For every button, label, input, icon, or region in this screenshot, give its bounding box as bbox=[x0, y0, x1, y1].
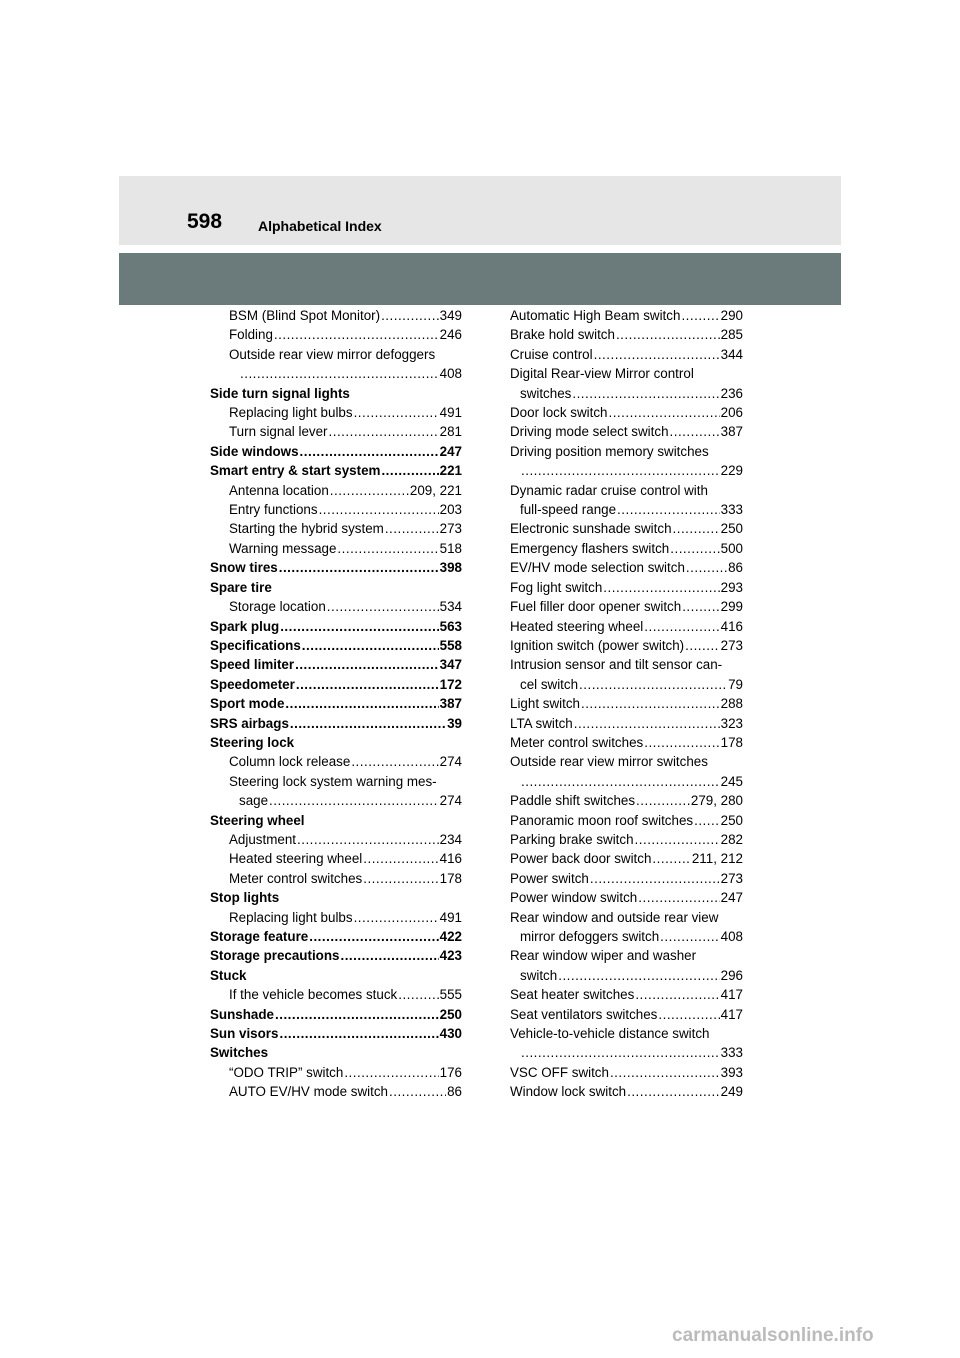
index-entry: VSC OFF switch ..... 393 bbox=[510, 1063, 743, 1082]
index-entry: Electronic sunshade switch ..... 250 bbox=[510, 519, 743, 538]
watermark-text: carmanualsonline.info bbox=[672, 1325, 874, 1346]
index-entry: ..... 333 bbox=[510, 1043, 743, 1062]
index-entry: ..... 245 bbox=[510, 772, 743, 791]
index-entry: Heated steering wheel ..... 416 bbox=[210, 849, 462, 868]
index-entry: Door lock switch ..... 206 bbox=[510, 403, 743, 422]
index-entry-line: Rear window and outside rear view bbox=[510, 909, 719, 925]
index-entry: sage ..... 274 bbox=[210, 791, 462, 810]
index-entry: BSM (Blind Spot Monitor) ..... 349 bbox=[210, 306, 462, 325]
index-entry: Ignition switch (power switch) ..... 273 bbox=[510, 636, 743, 655]
index-entry: ..... 229 bbox=[510, 461, 743, 480]
index-entry: Meter control switches ..... 178 bbox=[510, 733, 743, 752]
index-entry: Antenna location ..... 209, 221 bbox=[210, 481, 462, 500]
index-entry: Emergency flashers switch ..... 500 bbox=[510, 539, 743, 558]
index-entry: Storage precautions ..... 423 bbox=[210, 946, 462, 965]
header-dark-band bbox=[119, 253, 841, 305]
index-entry: Storage feature ..... 422 bbox=[210, 927, 462, 946]
index-entry: If the vehicle becomes stuck ..... 555 bbox=[210, 985, 462, 1004]
index-entry: Speedometer ..... 172 bbox=[210, 675, 462, 694]
index-heading: Steering lock bbox=[210, 734, 295, 750]
index-heading: Side turn signal lights bbox=[210, 385, 350, 401]
index-entry-line: Digital Rear-view Mirror control bbox=[510, 366, 694, 382]
index-entry: Sport mode ..... 387 bbox=[210, 694, 462, 713]
index-entry-line: Vehicle-to-vehicle distance switch bbox=[510, 1026, 710, 1042]
index-entry: Seat heater switches ..... 417 bbox=[510, 985, 743, 1004]
index-entry: “ODO TRIP” switch ..... 176 bbox=[210, 1063, 462, 1082]
index-entry: Power switch ..... 273 bbox=[510, 869, 743, 888]
index-column-left bbox=[210, 306, 462, 1102]
index-entry: LTA switch ..... 323 bbox=[510, 714, 743, 733]
index-entry: Heated steering wheel ..... 416 bbox=[510, 617, 743, 636]
index-entry: Paddle shift switches ..... 279, 280 bbox=[510, 791, 743, 810]
index-entry-line: Rear window wiper and washer bbox=[510, 948, 697, 964]
index-entry: Entry functions ..... 203 bbox=[210, 500, 462, 519]
index-entry: Fog light switch ..... 293 bbox=[510, 578, 743, 597]
index-heading: Spare tire bbox=[210, 579, 272, 595]
index-heading: Stuck bbox=[210, 967, 247, 983]
index-entry: Spark plug ..... 563 bbox=[210, 617, 462, 636]
index-entry-line: Steering lock system warning mes- bbox=[229, 773, 437, 789]
index-entry: Turn signal lever ..... 281 bbox=[210, 422, 462, 441]
index-entry: Side windows ..... 247 bbox=[210, 442, 462, 461]
index-entry-line: Driving position memory switches bbox=[510, 443, 709, 459]
index-heading: Stop lights bbox=[210, 890, 280, 906]
index-entry: Brake hold switch ..... 285 bbox=[510, 325, 743, 344]
index-entry: Panoramic moon roof switches ..... 250 bbox=[510, 811, 743, 830]
index-entry: Column lock release ..... 274 bbox=[210, 752, 462, 771]
index-entry: mirror defoggers switch ..... 408 bbox=[510, 927, 743, 946]
page-number: 598 bbox=[187, 210, 223, 233]
index-entry: Sunshade ..... 250 bbox=[210, 1005, 462, 1024]
index-entry: full-speed range ..... 333 bbox=[510, 500, 743, 519]
section-title: Alphabetical Index bbox=[258, 218, 382, 234]
index-entry: Adjustment ..... 234 bbox=[210, 830, 462, 849]
index-entry-line: Outside rear view mirror switches bbox=[510, 754, 708, 770]
index-entry: Window lock switch ..... 249 bbox=[510, 1082, 743, 1101]
index-heading: Steering wheel bbox=[210, 812, 305, 828]
index-entry: Starting the hybrid system ..... 273 bbox=[210, 519, 462, 538]
index-entry: Snow tires ..... 398 bbox=[210, 558, 462, 577]
index-entry: Specifications ..... 558 bbox=[210, 636, 462, 655]
index-entry: Replacing light bulbs ..... 491 bbox=[210, 908, 462, 927]
index-entry: Fuel filler door opener switch ..... 299 bbox=[510, 597, 743, 616]
index-entry: Replacing light bulbs ..... 491 bbox=[210, 403, 462, 422]
header-band bbox=[119, 176, 841, 245]
index-entry: Folding ..... 246 bbox=[210, 325, 462, 344]
index-entry: Meter control switches ..... 178 bbox=[210, 869, 462, 888]
index-entry-line: Outside rear view mirror defoggers bbox=[229, 346, 436, 362]
index-entry: Speed limiter ..... 347 bbox=[210, 655, 462, 674]
index-entry: Cruise control ..... 344 bbox=[510, 345, 743, 364]
index-entry: Automatic High Beam switch ..... 290 bbox=[510, 306, 743, 325]
index-entry: Sun visors ..... 430 bbox=[210, 1024, 462, 1043]
index-entry: Power back door switch ..... 211, 212 bbox=[510, 849, 743, 868]
index-entry: Driving mode select switch ..... 387 bbox=[510, 422, 743, 441]
index-entry: Storage location ..... 534 bbox=[210, 597, 462, 616]
index-entry: Warning message ..... 518 bbox=[210, 539, 462, 558]
index-heading: Switches bbox=[210, 1045, 269, 1061]
index-entry: ..... 408 bbox=[210, 364, 462, 383]
index-entry: cel switch ..... 79 bbox=[510, 675, 743, 694]
index-entry: SRS airbags ..... 39 bbox=[210, 714, 462, 733]
index-entry: switch ..... 296 bbox=[510, 966, 743, 985]
index-entry: Seat ventilators switches ..... 417 bbox=[510, 1005, 743, 1024]
index-entry: Light switch ..... 288 bbox=[510, 694, 743, 713]
index-entry: EV/HV mode selection switch ..... 86 bbox=[510, 558, 743, 577]
index-entry: Smart entry & start system ..... 221 bbox=[210, 461, 462, 480]
index-entry-line: Intrusion sensor and tilt sensor can- bbox=[510, 657, 723, 673]
index-entry-line: Dynamic radar cruise control with bbox=[510, 482, 708, 498]
index-entry: Power window switch ..... 247 bbox=[510, 888, 743, 907]
index-entry: AUTO EV/HV mode switch ..... 86 bbox=[210, 1082, 462, 1101]
index-entry: Parking brake switch ..... 282 bbox=[510, 830, 743, 849]
index-entry: switches ..... 236 bbox=[510, 384, 743, 403]
index-column-right bbox=[510, 306, 743, 1102]
